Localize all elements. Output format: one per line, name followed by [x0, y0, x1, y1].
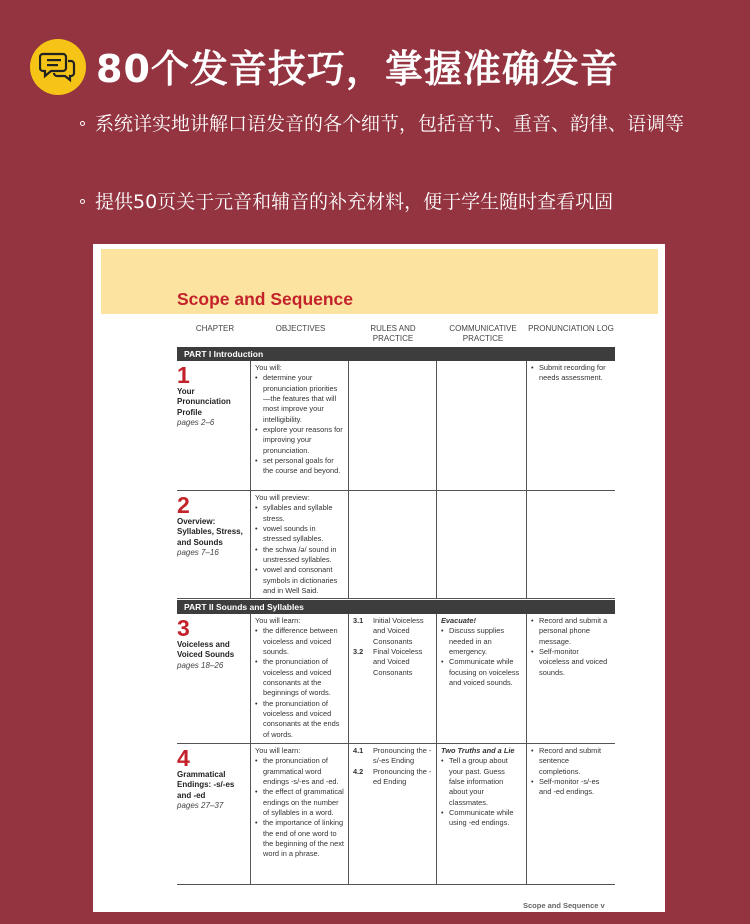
log-cell: [526, 361, 615, 490]
col-header-log: PRONUNCIATION LOG: [528, 324, 614, 333]
rule-number: 4.2: [353, 766, 364, 776]
log-item: • Record and submit sentence completions.: [531, 746, 611, 777]
col-header-communicative: COMMUNICATIVE PRACTICE: [449, 324, 517, 343]
activity-item: • Communicate while using -ed endings.: [441, 808, 522, 829]
rule-text: Final Voiceless and Voiced Consonants: [373, 647, 423, 677]
part-header: PART I Introduction: [177, 347, 615, 361]
rules-cell: [348, 361, 436, 490]
objective-item: • vowel and consonant symbols in dictionaries and in Well Said.: [255, 565, 344, 596]
feature-text: 系统详实地讲解口语发音的各个细节，包括音节、重音、韵律、语调等: [95, 113, 685, 135]
objectives-intro: You will learn:: [255, 746, 301, 755]
chapter-cell: [177, 361, 250, 428]
activity-item: • Tell a group about your past. Guess false information about your classmates.: [441, 756, 522, 808]
activity-item: • Discuss supplies needed in an emergency.: [441, 626, 522, 657]
chapter-name: Voiceless and Voiced Sounds: [177, 640, 235, 660]
chapter-number: 4: [177, 745, 190, 771]
page-title: Scope and Sequence: [177, 289, 354, 309]
rule-number: 4.1: [353, 746, 364, 755]
chapter-name: Overview: Syllables, Stress, and Sounds: [177, 517, 243, 547]
chapter-pages: pages 7–16: [177, 547, 219, 557]
chapter-pages: pages 2–6: [177, 417, 215, 427]
rules-cell: [348, 744, 436, 884]
communicative-cell: [436, 614, 526, 743]
table-row: [177, 744, 615, 885]
activity-title: Two Truths and a Lie: [441, 746, 515, 755]
chapter-pages: pages 27–37: [177, 800, 224, 810]
part-header: PART II Sounds and Syllables: [177, 600, 615, 614]
rule-item: [353, 767, 432, 788]
table-row: [177, 491, 615, 599]
rule-item: [353, 746, 432, 767]
log-item: • Self-monitor -s/-es and -ed endings.: [531, 777, 611, 798]
chapter-pages: pages 18–26: [177, 660, 224, 670]
objectives-intro: You will learn:: [255, 616, 301, 625]
activity-title: Evacuate!: [441, 616, 476, 625]
chapter-number: 1: [177, 362, 190, 388]
log-cell: [526, 744, 615, 884]
table-row: [177, 361, 615, 491]
log-cell: [526, 614, 615, 743]
objective-item: • the schwa /ə/ sound in unstressed syllables.: [255, 545, 344, 566]
rule-text: Pronouncing the -s/-es Ending: [373, 746, 432, 766]
feature-bullet: [80, 108, 710, 141]
objectives-cell: [250, 491, 348, 598]
objectives-cell: [250, 614, 348, 743]
chapter-name: Your Pronunciation Profile: [177, 387, 231, 417]
rule-text: Pronouncing the -ed Ending: [373, 766, 432, 787]
chat-bubble-icon: [39, 50, 77, 84]
objectives-cell: [250, 744, 348, 884]
log-item: • Record and submit a personal phone message.: [531, 616, 611, 647]
headline: 80个发音技巧，掌握准确发音: [96, 47, 619, 91]
communicative-cell: [436, 491, 526, 598]
objective-item: • set personal goals for the course and beyond.: [255, 456, 344, 477]
objective-item: • explore your reasons for improving your pronunciation.: [255, 425, 344, 456]
objective-item: • the importance of linking the end of one word to the beginning of the next word in a phrase.: [255, 818, 344, 859]
table-row: [177, 614, 615, 744]
objective-item: • the pronunciation of grammatical word endings -s/-es and -ed.: [255, 756, 344, 787]
page-footer: Scope and Sequence v: [523, 901, 605, 910]
chapter-number: 3: [177, 615, 190, 641]
communicative-cell: [436, 361, 526, 490]
chapter-cell: [177, 614, 250, 671]
objective-item: • determine your pronunciation priorities—the features that will most improve your intelligibility.: [255, 373, 344, 425]
col-header-chapter: CHAPTER: [195, 324, 235, 333]
logo-badge: [30, 39, 86, 95]
log-item: • Submit recording for needs assessment.: [531, 363, 611, 384]
log-cell: [526, 491, 615, 598]
feature-bullet: [80, 186, 710, 219]
rules-cell: [348, 614, 436, 743]
bullet-dot-icon: [80, 121, 85, 126]
chapter-cell: [177, 744, 250, 811]
book-page-preview: [93, 244, 665, 912]
rule-item: [353, 616, 432, 647]
objective-item: • the pronunciation of voiceless and voiced consonants at the ends of words.: [255, 699, 344, 740]
objective-item: • the pronunciation of voiceless and voiced consonants at the beginnings of words.: [255, 657, 344, 698]
col-header-objectives: OBJECTIVES: [275, 324, 326, 333]
communicative-cell: [436, 744, 526, 884]
activity-item: • Communicate while focusing on voiceless and voiced sounds.: [441, 657, 522, 688]
chapter-cell: [177, 491, 250, 558]
rule-item: [353, 647, 432, 678]
objectives-intro: You will preview:: [255, 493, 310, 502]
rule-number: 3.1: [353, 616, 364, 625]
feature-text: 提供50页关于元音和辅音的补充材料，便于学生随时查看巩固: [95, 191, 614, 213]
objective-item: • syllables and syllable stress.: [255, 503, 344, 524]
objectives-intro: You will:: [255, 363, 282, 372]
rule-text: Initial Voiceless and Voiced Consonants: [373, 616, 424, 646]
objectives-cell: [250, 361, 348, 490]
objective-item: • the difference between voiceless and voiced sounds.: [255, 626, 344, 657]
col-header-rules: RULES AND PRACTICE: [370, 324, 416, 343]
objective-item: • vowel sounds in stressed syllables.: [255, 524, 344, 545]
bullet-dot-icon: [80, 199, 85, 204]
rules-cell: [348, 491, 436, 598]
chapter-number: 2: [177, 492, 190, 518]
objective-item: • the effect of grammatical endings on the number of syllables in a word.: [255, 787, 344, 818]
chapter-name: Grammatical Endings: -s/-es and -ed: [177, 770, 235, 800]
log-item: • Self-monitor voiceless and voiced sounds.: [531, 647, 611, 678]
rule-number: 3.2: [353, 647, 364, 657]
